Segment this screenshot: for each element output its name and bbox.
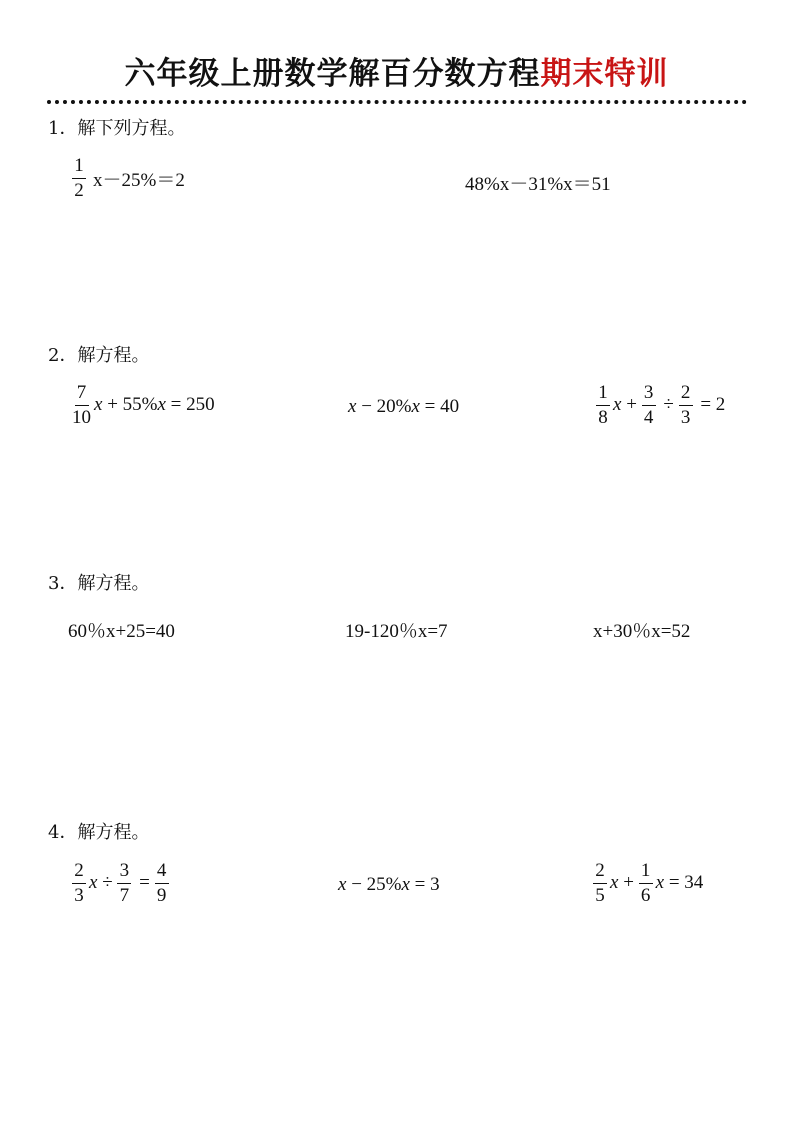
q4-equation-2 — [338, 874, 440, 896]
variable: x — [411, 396, 420, 417]
q3-equation-1 — [68, 616, 175, 643]
equation-text: 60％x+25=40 — [68, 621, 175, 642]
variable: x — [348, 396, 357, 417]
numerator: 2 — [593, 861, 607, 884]
variable: x — [89, 872, 98, 894]
fraction — [639, 861, 653, 906]
equation-text: − 25% — [346, 874, 402, 895]
fraction — [593, 861, 607, 906]
variable: x — [94, 394, 103, 416]
q2-equation-3 — [596, 383, 725, 428]
denominator: 5 — [595, 884, 605, 906]
page-title — [0, 52, 793, 96]
q2-equation-2 — [348, 396, 459, 418]
q1-equation-1 — [72, 156, 185, 201]
variable: x — [613, 394, 622, 416]
equation-rhs: = 250 — [165, 394, 215, 416]
numerator: 2 — [679, 383, 693, 406]
q1-equation-2 — [465, 169, 611, 196]
fraction — [679, 383, 693, 428]
equation-rhs: = 34 — [664, 872, 704, 894]
question-2-heading: 2．解方程。 — [48, 345, 150, 366]
equation-text: 48%x－31%x＝51 — [465, 174, 611, 195]
numerator: 4 — [155, 861, 169, 884]
fraction — [596, 383, 610, 428]
question-1-heading: 1．解下列方程。 — [48, 118, 186, 139]
equation-rhs: = 3 — [409, 874, 440, 895]
numerator: 1 — [596, 383, 610, 406]
fraction — [117, 861, 131, 906]
denominator: 9 — [156, 884, 167, 906]
q3-equation-2 — [345, 616, 448, 643]
numerator: 2 — [72, 861, 86, 884]
equation-text: − 20% — [356, 396, 412, 417]
numerator: 3 — [117, 861, 131, 884]
equation-text: + 55% — [102, 394, 158, 416]
denominator: 3 — [680, 406, 691, 428]
numerator: 7 — [75, 383, 89, 406]
variable: x — [157, 394, 166, 416]
fraction — [155, 861, 169, 906]
fraction — [72, 383, 91, 428]
operator: = — [134, 872, 155, 894]
q4-equation-3 — [593, 861, 703, 906]
equation-text: x+30％x=52 — [593, 621, 691, 642]
fraction — [642, 383, 656, 428]
title-main: 六年级上册数学解百分数方程 — [124, 56, 541, 92]
q2-equation-1 — [72, 383, 215, 428]
numerator: 3 — [642, 383, 656, 406]
numerator: 1 — [639, 861, 653, 884]
denominator: 10 — [72, 406, 91, 428]
variable: x — [610, 872, 619, 894]
title-highlight: 期末特训 — [540, 56, 669, 92]
operator: ÷ — [97, 872, 118, 894]
denominator: 6 — [640, 884, 651, 906]
variable: x — [655, 872, 665, 894]
operator: + — [618, 872, 639, 894]
denominator: 8 — [598, 406, 608, 428]
q3-equation-3 — [593, 616, 690, 643]
numerator: 1 — [72, 156, 86, 179]
equation-text: x－25%＝2 — [93, 169, 185, 191]
denominator: 4 — [643, 406, 654, 428]
dotted-divider — [47, 100, 747, 104]
question-3-heading: 3．解方程。 — [48, 573, 150, 594]
denominator: 2 — [74, 179, 84, 201]
variable: x — [338, 874, 347, 895]
denominator: 7 — [119, 884, 130, 906]
variable: x — [401, 874, 410, 895]
equation-text: 19-120％x=7 — [345, 621, 448, 642]
question-4-heading: 4．解方程。 — [48, 822, 150, 843]
fraction — [72, 156, 86, 201]
equation-rhs: = 2 — [695, 394, 726, 416]
q4-equation-1 — [72, 861, 172, 906]
operator: + — [621, 394, 642, 416]
denominator: 3 — [74, 884, 84, 906]
operator: ÷ — [658, 394, 679, 416]
fraction — [72, 861, 86, 906]
equation-rhs: = 40 — [419, 396, 460, 417]
